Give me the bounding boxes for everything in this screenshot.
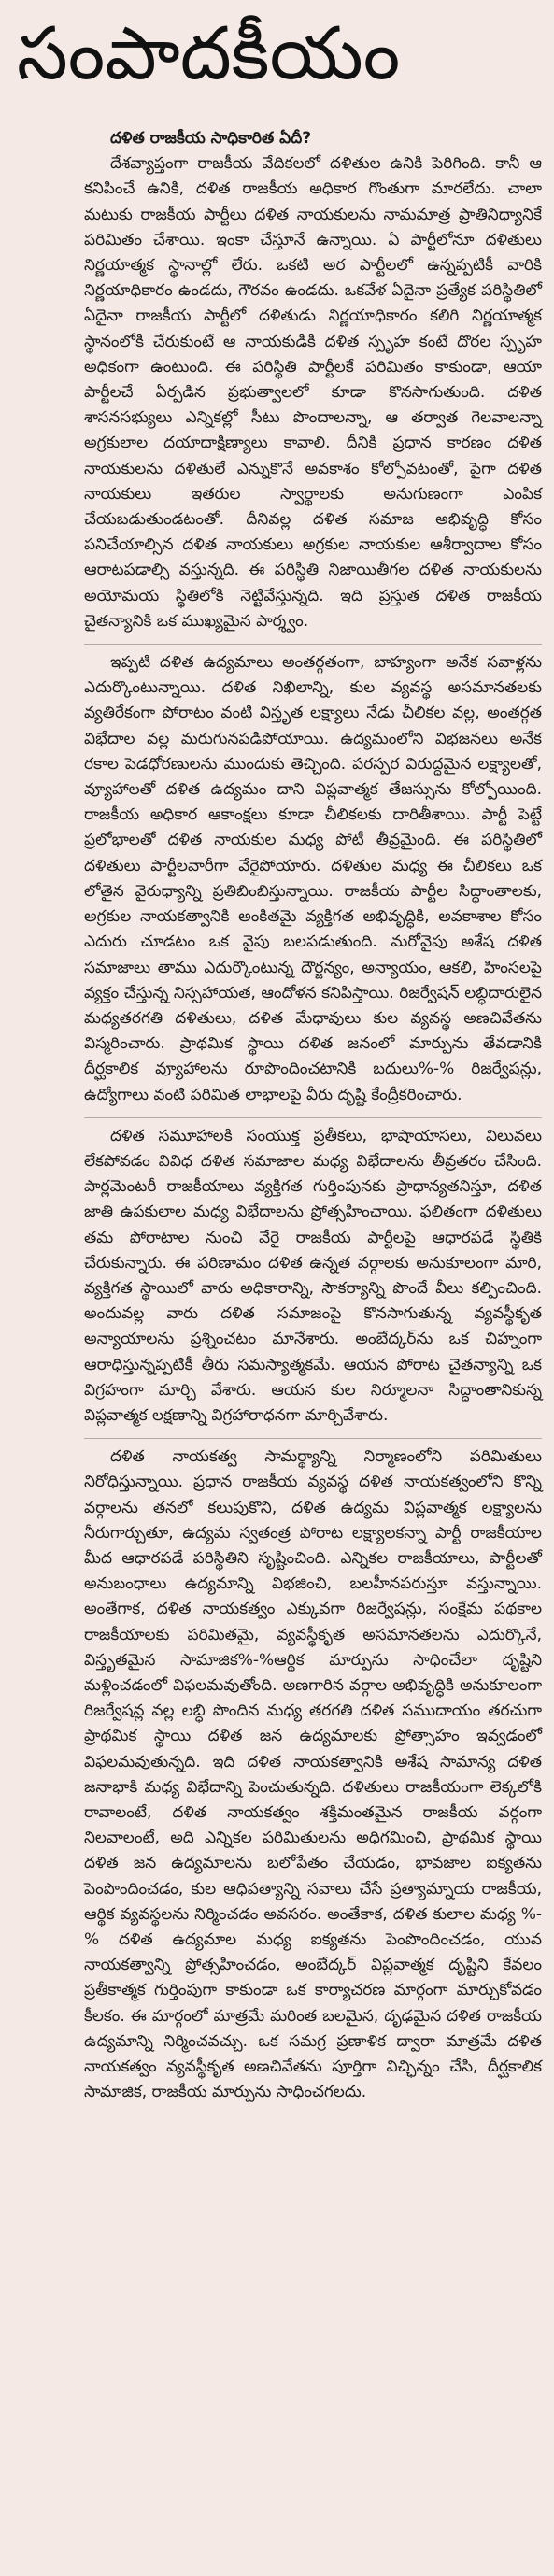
editorial-heading: దళిత రాజకీయ సాధికారిత ఏదీ? [110,129,312,148]
paragraph-divider [84,1438,542,1439]
editorial-paragraph-1: దేశవ్యాప్తంగా రాజకీయ వేదికలలో దళితుల ఉనికి పెరిగింది. కానీ ఆ కనిపించే ఉనికి, దళిత రాజకీయ అధికార గొంతుగా మారలేదు. చాలా మటుకు రాజకీయ పార్టీలు దళిత నాయకులను నామమాత్ర ప్రాతినిధ్యానికే పరిమితం చేశాయి. ఇంకా చేస్తూనే ఉన్నాయి. ఏ పార్టీలోనూ దళితులు నిర్ణయాత్మక స్థానాల్లో లేరు. ఒకటి అర పార్టీలలో ఉన్నప్పటికీ వారికి నిర్ణయాధికారం ఉండదు, గౌరవం ఉండదు. ఒకవేళ ఏదైనా ప్రత్యేక పరిస్థితిలో ఏదైనా రాజకీయ పార్టీలో దళితుడు నిర్ణయాధికారం కలిగి నిర్ణయాత్మక స్థానంలోకి చేరుకుంటే ఆ నాయకుడికి దళిత స్పృహ కంటే దొరల స్పృహ అధికంగా ఉంటుంది. ఈ పరిస్థితి పార్టీలకే పరిమితం కాకుండా, ఆయా పార్టీలచే ఏర్పడిన ప్రభుత్వాలలో కూడా కొనసాగుతుంది. దళిత శాసనసభ్యులు ఎన్నికల్లో సీటు పొందాలన్నా, ఆ తర్వాత గెలవాలన్నా అగ్రకులాల దయాదాక్షిణ్యాలు కావాలి. దీనికి ప్రధాన కారణం దళిత నాయకులను దళితులే ఎన్నుకొనే అవకాశం కోల్పోవటంతో, పైగా దళిత నాయకులు ఇతరుల స్వార్థాలకు అనుగుణంగా ఎంపిక చేయబడుతుండటంతో. దీనివల్ల దళిత సమాజ అభివృద్ధి కోసం పనిచేయాల్సిన దళిత నాయకులు అగ్రకుల నాయకుల ఆశీర్వాదాల కోసం ఆరాటపడాల్సి వస్తున్నది. ఈ పరిస్థితి నిజాయితీగల దళిత నాయకులను అయోమయ స్థితిలోకి నెట్టివేస్తున్నది. ఇది ప్రస్తుత దళిత రాజకీయ చైతన్యానికి ఒక ముఖ్యమైన పార్శ్వం. [84,154,542,631]
editorial-column [84,126,542,2114]
paragraph-divider [84,644,542,645]
editorial-paragraph-3: దళిత సమూహాలకి సంయుక్త ప్రతీకలు, భాషాయాసలు, విలువలు లేకపోవడం వివిధ దళిత సమాజాల మధ్య విభేదాలను తీవ్రతరం చేసింది. పార్లమెంటరీ రాజకీయాలు వ్యక్తిగత గుర్తింపునకు ప్రాధాన్యతనిస్తూ, దళిత జాతి ఉపకులాల మధ్య విభేదాలను ప్రోత్సహించాయి. ఫలితంగా దళితులు తమ పోరాటాల నుంచి వేరై రాజకీయ పార్టీలపై ఆధారపడే స్థితికి చేరుకున్నారు. ఈ పరిణామం దళిత ఉన్నత వర్గాలకు అనుకూలంగా మారి, వ్యక్తిగత స్థాయిలో వారు అధికారాన్ని, సౌకర్యాన్ని పొందే వీలు కల్పించింది. అందువల్ల వారు దళిత సమాజంపై కొనసాగుతున్న వ్యవస్థీకృత అన్యాయాలను ప్రశ్నించటం మానేశారు. అంబేద్కర్‌ను ఒక చిహ్నంగా ఆరాధిస్తున్నప్పటికీ తీరు సమస్యాత్మకమే. ఆయన పోరాట చైతన్యాన్ని ఒక విగ్రహంగా మార్చి వేశారు. ఆయన కుల నిర్మూలనా సిద్ధాంతానికున్న విప్లవాత్మక లక్షణాన్ని విగ్రహారాధనగా మార్చివేశారు. [84,1126,542,1425]
masthead-title: సంపాదకీయం [17,12,401,96]
editorial-paragraph-4: దళిత నాయకత్వ సామర్థ్యాన్ని నిర్మాణంలోని పరిమితులు నిరోధిస్తున్నాయి. ప్రధాన రాజకీయ వ్యవస్థ దళిత నాయకత్వంలోని కొన్ని వర్గాలను తనలో కలుపుకొని, దళిత ఉద్యమ విప్లవాత్మక లక్ష్యాలను నీరుగార్చుతూ, ఉద్యమ స్వతంత్ర పోరాట లక్ష్యాలకన్నా పార్టీ రాజకీయాల మీద ఆధారపడే పరిస్థితిని సృష్టించింది. ఎన్నికల రాజకీయాలు, పార్టీలతో అనుబంధాలు ఉద్యమాన్ని విభజించి, బలహీనపరుస్తూ వస్తున్నాయి. అంతేగాక, దళిత నాయకత్వం ఎక్కువగా రిజర్వేషన్లు, సంక్షేమ పథకాల రాజకీయాలకు పరిమితమై, వ్యవస్థీకృత అసమానతలను ఎదుర్కొనే, విస్తృతమైన సామాజిక%-%ఆర్థిక మార్పును సాధించేలా దృష్టిని మళ్లించడంలో విఫలమవుతోంది. అణగారిన వర్గాల అభివృద్ధికి అనుకూలంగా రిజర్వేషన్ల వల్ల లబ్ధి పొందిన మధ్య తరగతి దళిత సముదాయం తరచుగా ప్రాథమిక స్థాయి దళిత జన ఉద్యమాలకు ప్రోత్సాహం ఇవ్వడంలో విఫలమవుతున్నది. ఇది దళిత నాయకత్వానికి అశేష సామాన్య దళిత జనాభాకి మధ్య విభేదాన్ని పెంచుతున్నది. దళితులు రాజకీయంగా లెక్కలోకి రావాలంటే, దళిత నాయకత్వం శక్తిమంతమైన రాజకీయ వర్గంగా నిలవాలంటే, అది ఎన్నికల పరిమితులను అధిగమించి, ప్రాథమిక స్థాయి దళిత జన ఉద్యమాలను బలోపేతం చేయడం, భావజాల ఐక్యతను పెంపొందించడం, కుల ఆధిపత్యాన్ని సవాలు చేసే ప్రత్యామ్నాయ రాజకీయ, ఆర్థిక వ్యవస్థలను నిర్మించడం అవసరం. అంతేకాక, దళిత కులాల మధ్య %-% దళిత ఉద్యమాల మధ్య ఐక్యతను పెంపొందించడం, యువ నాయకత్వాన్ని ప్రోత్సహించడం, అంబేద్కర్ విప్లవాత్మక దృష్టిని కేవలం ప్రతీకాత్మక గుర్తింపుగా కాకుండా ఒక కార్యాచరణ మార్గంగా మార్చుకోవడం కీలకం. ఈ మార్గంలో మాత్రమే మరింత బలమైన, దృఢమైన దళిత రాజకీయ ఉద్యమాన్ని నిర్మించవచ్చు. ఒక సమగ్ర ప్రణాళిక ద్వారా మాత్రమే దళిత నాయకత్వం వ్యవస్థీకృత అణచివేతను పూర్తిగా విచ్ఛిన్నం చేసి, దీర్ఘకాలిక సామాజిక, రాజకీయ మార్పును సాధించగలదు. [84,1447,542,2102]
paragraph-divider [84,1117,542,1118]
editorial-paragraph-2: ఇప్పటి దళిత ఉద్యమాలు అంతర్గతంగా, బాహ్యంగా అనేక సవాళ్లను ఎదుర్కొంటున్నాయి. దళిత నిఖిలాన్ని, కుల వ్యవస్థ అసమానతలకు వ్యతిరేకంగా పోరాటం వంటి విస్తృత లక్ష్యాలు నేడు చీలికల వల్ల, అంతర్గత విభేదాల వల్ల మరుగునపడిపోయాయి. ఉద్యమంలోని విభజనలు అనేక రకాల పెడధోరణులను ముందుకు తెచ్చింది. పరస్పర విరుద్ధమైన లక్ష్యాలతో, వ్యూహాలతో దళిత ఉద్యమం దాని విప్లవాత్మక తేజస్సును కోల్పోయింది. రాజకీయ అధికార ఆకాంక్షలు కూడా చీలికలకు దారితీశాయి. పార్టీ పెట్టే ప్రలోభాలతో దళిత నాయకుల మధ్య పోటీ తీవ్రమైంది. ఈ పరిస్థితిలో దళితులు పార్టీలవారీగా వేరైపోయారు. దళితుల మధ్య ఈ చీలికలు ఒక లోతైన వైరుధ్యాన్ని ప్రతిబింబిస్తున్నాయి. రాజకీయ పార్టీల సిద్ధాంతాలకు, అగ్రకుల నాయకత్వానికి అంకితమై వ్యక్తిగత అభివృద్ధికి, అవకాశాల కోసం ఎదురు చూడటం ఒక వైపు బలపడుతుంది. మరోవైపు అశేష దళిత సమాజాలు తాము ఎదుర్కొంటున్న దౌర్జన్యం, అన్యాయం, ఆకలి, హింసలపై వ్యక్తం చేస్తున్న నిస్సహాయత, ఆందోళన కనిపిస్తాయి. రిజర్వేషన్ లబ్ధిదారులైన మధ్యతరగతి దళితులు, దళిత మేధావులు కుల వ్యవస్థ అణచివేతను విస్మరించారు. ప్రాథమిక స్థాయి దళిత జనంలో మార్పును తేవడానికి దీర్ఘకాలిక వ్యూహాలను రూపొందించటానికి బదులు%-% రిజర్వేషన్లు, ఉద్యోగాలు వంటి పరిమిత లాభాలపై వీరు దృష్టి కేంద్రీకరించారు. [84,653,542,1104]
